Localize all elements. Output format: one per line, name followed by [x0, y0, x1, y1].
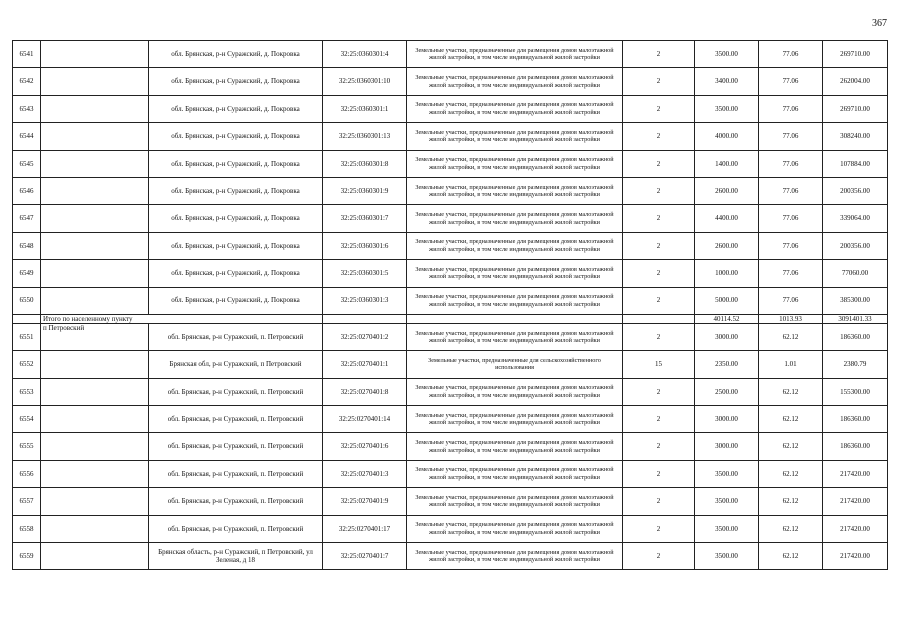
- address-cell: обл. Брянская, р-н Суражский, д. Покровка: [149, 41, 323, 68]
- settlement-cell: [41, 205, 149, 232]
- row-number-cell: 6551: [13, 323, 41, 350]
- area-cell: 3500.00: [695, 41, 759, 68]
- group-code-cell: 2: [623, 323, 695, 350]
- area-cell: 2600.00: [695, 177, 759, 204]
- total-area-cell: 40114.52: [695, 314, 759, 323]
- settlement-cell: [41, 515, 149, 542]
- specific-value-cell: 77.06: [759, 205, 823, 232]
- area-cell: 4000.00: [695, 123, 759, 150]
- settlement-cell: [41, 488, 149, 515]
- cadastral-number-cell: 32:25:0360301:3: [323, 287, 407, 314]
- area-cell: 5000.00: [695, 287, 759, 314]
- cadastral-number-cell: 32:25:0270401:8: [323, 378, 407, 405]
- table-row: [13, 41, 888, 68]
- specific-value-cell: 62.12: [759, 323, 823, 350]
- settlement-cell: [41, 287, 149, 314]
- group-code-cell: 2: [623, 205, 695, 232]
- empty-cell: [323, 314, 407, 323]
- cadastral-number-cell: 32:25:0270401:2: [323, 323, 407, 350]
- address-cell: обл. Брянская, р-н Суражский, д. Покровка: [149, 177, 323, 204]
- land-purpose-cell: Земельные участки, предназначенные для размещения домов малоэтажной жилой застройки, в том числе индивидуальной жилой застройки: [407, 543, 623, 570]
- settlement-cell: [41, 232, 149, 259]
- cadastral-value-cell: 339064.00: [823, 205, 888, 232]
- settlement-cell: [41, 123, 149, 150]
- area-cell: 3000.00: [695, 323, 759, 350]
- area-cell: 3500.00: [695, 488, 759, 515]
- table-row: [13, 177, 888, 204]
- total-cadastral-value-cell: 3091401.33: [823, 314, 888, 323]
- address-cell: Брянская обл, р-н Суражский, п Петровский: [149, 351, 323, 378]
- specific-value-cell: 77.06: [759, 232, 823, 259]
- table-row: [13, 406, 888, 433]
- group-code-cell: 2: [623, 68, 695, 95]
- row-number-cell: 6557: [13, 488, 41, 515]
- address-cell: обл. Брянская, р-н Суражский, п. Петровский: [149, 323, 323, 350]
- area-cell: 3000.00: [695, 406, 759, 433]
- row-number-cell: 6541: [13, 41, 41, 68]
- address-cell: обл. Брянская, р-н Суражский, д. Покровка: [149, 287, 323, 314]
- group-code-cell: 2: [623, 488, 695, 515]
- row-number-cell: 6548: [13, 232, 41, 259]
- group-code-cell: 2: [623, 95, 695, 122]
- table-row: [13, 323, 888, 350]
- area-cell: 1000.00: [695, 260, 759, 287]
- cadastral-value-cell: 107884.00: [823, 150, 888, 177]
- table-row: [13, 287, 888, 314]
- group-code-cell: 2: [623, 543, 695, 570]
- cadastral-value-cell: 200356.00: [823, 232, 888, 259]
- table-row: [13, 515, 888, 542]
- land-purpose-cell: Земельные участки, предназначенные для размещения домов малоэтажной жилой застройки, в том числе индивидуальной жилой застройки: [407, 232, 623, 259]
- table-row: [13, 488, 888, 515]
- area-cell: 1400.00: [695, 150, 759, 177]
- area-cell: 3500.00: [695, 460, 759, 487]
- cadastral-value-cell: 269710.00: [823, 41, 888, 68]
- table-row: [13, 232, 888, 259]
- cadastral-number-cell: 32:25:0270401:9: [323, 488, 407, 515]
- area-cell: 3500.00: [695, 543, 759, 570]
- settlement-cell: [41, 406, 149, 433]
- cadastral-value-cell: 186360.00: [823, 406, 888, 433]
- cadastral-number-cell: 32:25:0360301:10: [323, 68, 407, 95]
- specific-value-cell: 77.06: [759, 41, 823, 68]
- group-code-cell: 2: [623, 123, 695, 150]
- address-cell: Брянская область, р-н Суражский, п Петровский, ул Зеленая, д 18: [149, 543, 323, 570]
- address-cell: обл. Брянская, р-н Суражский, п. Петровский: [149, 488, 323, 515]
- settlement-cell: [41, 460, 149, 487]
- cadastral-value-table: [12, 40, 888, 570]
- table-row: [13, 150, 888, 177]
- row-number-cell: 6549: [13, 260, 41, 287]
- area-cell: 2500.00: [695, 378, 759, 405]
- cadastral-number-cell: 32:25:0360301:1: [323, 95, 407, 122]
- cadastral-number-cell: 32:25:0360301:13: [323, 123, 407, 150]
- address-cell: обл. Брянская, р-н Суражский, д. Покровка: [149, 95, 323, 122]
- address-cell: обл. Брянская, р-н Суражский, п. Петровский: [149, 460, 323, 487]
- cadastral-number-cell: 32:25:0360301:6: [323, 232, 407, 259]
- address-cell: обл. Брянская, р-н Суражский, п. Петровский: [149, 406, 323, 433]
- group-code-cell: 2: [623, 287, 695, 314]
- cadastral-value-cell: 308240.00: [823, 123, 888, 150]
- row-number-cell: 6558: [13, 515, 41, 542]
- address-cell: обл. Брянская, р-н Суражский, д. Покровка: [149, 123, 323, 150]
- table-row: [13, 95, 888, 122]
- group-code-cell: 2: [623, 150, 695, 177]
- empty-cell: [623, 314, 695, 323]
- cadastral-value-cell: 155300.00: [823, 378, 888, 405]
- table-row: [13, 543, 888, 570]
- specific-value-cell: 62.12: [759, 406, 823, 433]
- group-code-cell: 2: [623, 515, 695, 542]
- specific-value-cell: 77.06: [759, 177, 823, 204]
- group-code-cell: 2: [623, 232, 695, 259]
- settlement-cell: [41, 543, 149, 570]
- area-cell: 3500.00: [695, 95, 759, 122]
- group-code-cell: 2: [623, 177, 695, 204]
- address-cell: обл. Брянская, р-н Суражский, п. Петровский: [149, 433, 323, 460]
- settlement-cell: [41, 95, 149, 122]
- group-code-cell: 15: [623, 351, 695, 378]
- cadastral-value-cell: 217420.00: [823, 488, 888, 515]
- table-row: [13, 378, 888, 405]
- total-specific-value-cell: 1013.93: [759, 314, 823, 323]
- group-code-cell: 2: [623, 460, 695, 487]
- area-cell: 2600.00: [695, 232, 759, 259]
- settlement-cell: п Петровский: [41, 323, 149, 350]
- table-row: [13, 260, 888, 287]
- group-code-cell: 2: [623, 41, 695, 68]
- specific-value-cell: 77.06: [759, 95, 823, 122]
- row-number-cell: 6543: [13, 95, 41, 122]
- land-purpose-cell: Земельные участки, предназначенные для размещения домов малоэтажной жилой застройки, в том числе индивидуальной жилой застройки: [407, 460, 623, 487]
- cadastral-number-cell: 32:25:0270401:3: [323, 460, 407, 487]
- table-row: [13, 351, 888, 378]
- land-purpose-cell: Земельные участки, предназначенные для размещения домов малоэтажной жилой застройки, в том числе индивидуальной жилой застройки: [407, 123, 623, 150]
- cadastral-number-cell: 32:25:0360301:9: [323, 177, 407, 204]
- cadastral-number-cell: 32:25:0270401:6: [323, 433, 407, 460]
- cadastral-value-cell: 217420.00: [823, 543, 888, 570]
- row-number-cell: 6556: [13, 460, 41, 487]
- land-purpose-cell: Земельные участки, предназначенные для размещения домов малоэтажной жилой застройки, в том числе индивидуальной жилой застройки: [407, 488, 623, 515]
- group-code-cell: 2: [623, 378, 695, 405]
- group-code-cell: 2: [623, 406, 695, 433]
- address-cell: обл. Брянская, р-н Суражский, п. Петровский: [149, 515, 323, 542]
- cadastral-value-cell: 217420.00: [823, 515, 888, 542]
- row-number-cell: 6559: [13, 543, 41, 570]
- settlement-cell: [41, 177, 149, 204]
- table-row: [13, 205, 888, 232]
- land-purpose-cell: Земельные участки, предназначенные для размещения домов малоэтажной жилой застройки, в том числе индивидуальной жилой застройки: [407, 205, 623, 232]
- specific-value-cell: 62.12: [759, 460, 823, 487]
- cadastral-value-cell: 186360.00: [823, 433, 888, 460]
- cadastral-number-cell: 32:25:0360301:5: [323, 260, 407, 287]
- cadastral-number-cell: 32:25:0360301:4: [323, 41, 407, 68]
- table-body: [13, 41, 888, 570]
- area-cell: 4400.00: [695, 205, 759, 232]
- address-cell: обл. Брянская, р-н Суражский, п. Петровский: [149, 378, 323, 405]
- land-purpose-cell: Земельные участки, предназначенные для размещения домов малоэтажной жилой застройки, в том числе индивидуальной жилой застройки: [407, 260, 623, 287]
- settlement-cell: [41, 351, 149, 378]
- total-row: [13, 314, 888, 323]
- specific-value-cell: 62.12: [759, 515, 823, 542]
- land-purpose-cell: Земельные участки, предназначенные для размещения домов малоэтажной жилой застройки, в том числе индивидуальной жилой застройки: [407, 378, 623, 405]
- specific-value-cell: 77.06: [759, 150, 823, 177]
- specific-value-cell: 1.01: [759, 351, 823, 378]
- address-cell: обл. Брянская, р-н Суражский, д. Покровка: [149, 68, 323, 95]
- settlement-cell: [41, 433, 149, 460]
- row-number-cell: 6553: [13, 378, 41, 405]
- cadastral-value-cell: 262004.00: [823, 68, 888, 95]
- row-number-cell: 6544: [13, 123, 41, 150]
- land-purpose-cell: Земельные участки, предназначенные для размещения домов малоэтажной жилой застройки, в том числе индивидуальной жилой застройки: [407, 433, 623, 460]
- address-cell: обл. Брянская, р-н Суражский, д. Покровка: [149, 260, 323, 287]
- land-purpose-cell: Земельные участки, предназначенные для размещения домов малоэтажной жилой застройки, в том числе индивидуальной жилой застройки: [407, 515, 623, 542]
- cadastral-number-cell: 32:25:0270401:17: [323, 515, 407, 542]
- area-cell: 2350.00: [695, 351, 759, 378]
- cadastral-number-cell: 32:25:0360301:7: [323, 205, 407, 232]
- specific-value-cell: 62.12: [759, 378, 823, 405]
- row-number-cell: 6545: [13, 150, 41, 177]
- specific-value-cell: 62.12: [759, 543, 823, 570]
- land-purpose-cell: Земельные участки, предназначенные для размещения домов малоэтажной жилой застройки, в том числе индивидуальной жилой застройки: [407, 323, 623, 350]
- settlement-cell: [41, 68, 149, 95]
- address-cell: обл. Брянская, р-н Суражский, д. Покровка: [149, 150, 323, 177]
- specific-value-cell: 77.06: [759, 123, 823, 150]
- row-number-cell: 6546: [13, 177, 41, 204]
- settlement-cell: [41, 378, 149, 405]
- group-code-cell: 2: [623, 260, 695, 287]
- row-number-cell: 6555: [13, 433, 41, 460]
- cadastral-value-cell: 217420.00: [823, 460, 888, 487]
- cadastral-value-cell: 77060.00: [823, 260, 888, 287]
- settlement-cell: [41, 41, 149, 68]
- address-cell: обл. Брянская, р-н Суражский, д. Покровка: [149, 232, 323, 259]
- cadastral-number-cell: 32:25:0270401:14: [323, 406, 407, 433]
- table-row: [13, 68, 888, 95]
- settlement-cell: [41, 260, 149, 287]
- land-purpose-cell: Земельные участки, предназначенные для размещения домов малоэтажной жилой застройки, в том числе индивидуальной жилой застройки: [407, 41, 623, 68]
- row-number-cell: 6550: [13, 287, 41, 314]
- group-code-cell: 2: [623, 433, 695, 460]
- address-cell: обл. Брянская, р-н Суражский, д. Покровка: [149, 205, 323, 232]
- specific-value-cell: 77.06: [759, 260, 823, 287]
- row-number-cell: 6542: [13, 68, 41, 95]
- total-label: Итого по населенному пункту: [41, 314, 323, 323]
- row-number-cell: 6547: [13, 205, 41, 232]
- cadastral-value-cell: 200356.00: [823, 177, 888, 204]
- cadastral-value-cell: 385300.00: [823, 287, 888, 314]
- specific-value-cell: 62.12: [759, 488, 823, 515]
- land-purpose-cell: Земельные участки, предназначенные для размещения домов малоэтажной жилой застройки, в том числе индивидуальной жилой застройки: [407, 287, 623, 314]
- row-number-cell: 6552: [13, 351, 41, 378]
- land-purpose-cell: Земельные участки, предназначенные для размещения домов малоэтажной жилой застройки, в том числе индивидуальной жилой застройки: [407, 150, 623, 177]
- specific-value-cell: 62.12: [759, 433, 823, 460]
- table-row: [13, 123, 888, 150]
- cadastral-value-cell: 269710.00: [823, 95, 888, 122]
- empty-cell: [13, 314, 41, 323]
- land-purpose-cell: Земельные участки, предназначенные для сельскохозяйственного использования: [407, 351, 623, 378]
- area-cell: 3000.00: [695, 433, 759, 460]
- land-purpose-cell: Земельные участки, предназначенные для размещения домов малоэтажной жилой застройки, в том числе индивидуальной жилой застройки: [407, 68, 623, 95]
- row-number-cell: 6554: [13, 406, 41, 433]
- area-cell: 3500.00: [695, 515, 759, 542]
- specific-value-cell: 77.06: [759, 287, 823, 314]
- cadastral-number-cell: 32:25:0270401:1: [323, 351, 407, 378]
- cadastral-number-cell: 32:25:0360301:8: [323, 150, 407, 177]
- table-row: [13, 460, 888, 487]
- cadastral-value-cell: 186360.00: [823, 323, 888, 350]
- land-purpose-cell: Земельные участки, предназначенные для размещения домов малоэтажной жилой застройки, в том числе индивидуальной жилой застройки: [407, 177, 623, 204]
- specific-value-cell: 77.06: [759, 68, 823, 95]
- cadastral-number-cell: 32:25:0270401:7: [323, 543, 407, 570]
- empty-cell: [407, 314, 623, 323]
- table-row: [13, 433, 888, 460]
- settlement-cell: [41, 150, 149, 177]
- page-number: 367: [872, 18, 887, 29]
- area-cell: 3400.00: [695, 68, 759, 95]
- land-purpose-cell: Земельные участки, предназначенные для размещения домов малоэтажной жилой застройки, в том числе индивидуальной жилой застройки: [407, 95, 623, 122]
- cadastral-value-cell: 2380.79: [823, 351, 888, 378]
- land-purpose-cell: Земельные участки, предназначенные для размещения домов малоэтажной жилой застройки, в том числе индивидуальной жилой застройки: [407, 406, 623, 433]
